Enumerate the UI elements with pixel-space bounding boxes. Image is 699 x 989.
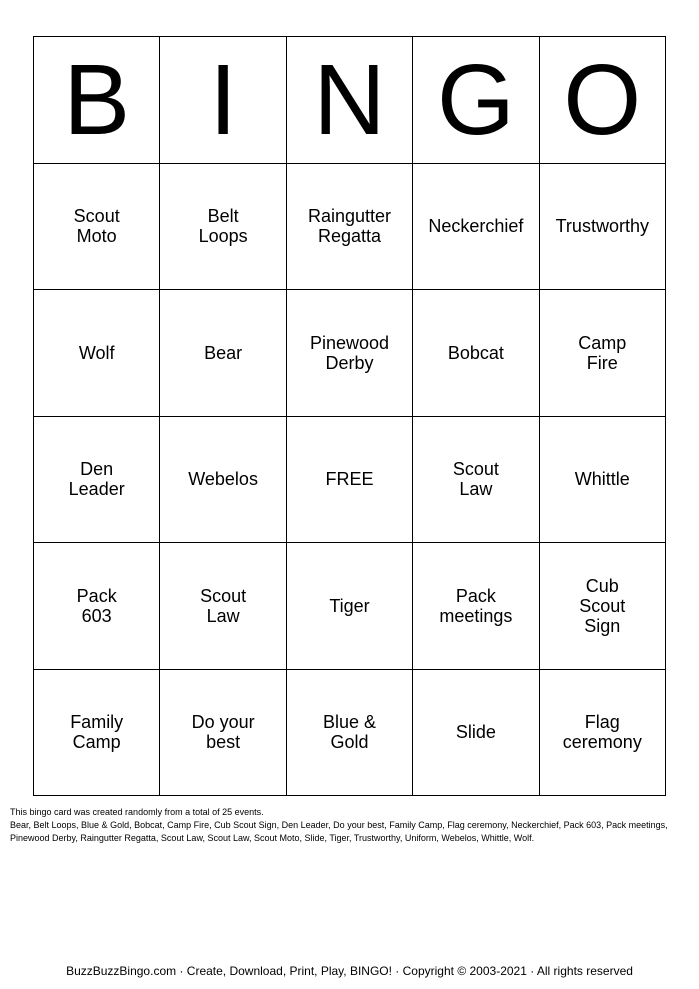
bingo-cell: Wolf	[34, 290, 160, 417]
bingo-cell: Scout Law	[160, 543, 286, 670]
bingo-cell: Bobcat	[413, 290, 539, 417]
event-list: Bear, Belt Loops, Blue & Gold, Bobcat, Camp Fire, Cub Scout Sign, Den Leader, Do your best, Family Camp, Flag ceremony, Neckerchief, Pack 603, Pack meetings, Pinewood Derby, Raingutter Regatta, Scout Law, Scout Law, Scout Moto, Slide, Tiger, Trustworthy, Uniform, Webelos, Whittle, Wolf.	[10, 820, 668, 843]
bingo-cell: Pinewood Derby	[287, 290, 413, 417]
bingo-cell: Bear	[160, 290, 286, 417]
page-footer: BuzzBuzzBingo.com · Create, Download, Print, Play, BINGO! · Copyright © 2003-2021 · All rights reserved	[66, 964, 633, 978]
bingo-cell: Raingutter Regatta	[287, 164, 413, 291]
bingo-cell: Scout Law	[413, 417, 539, 544]
bingo-cell: Blue & Gold	[287, 670, 413, 797]
bingo-cell: Webelos	[160, 417, 286, 544]
bingo-cell: Family Camp	[34, 670, 160, 797]
bingo-cell: Den Leader	[34, 417, 160, 544]
header-letter-b: B	[34, 37, 160, 164]
bingo-cell: Neckerchief	[413, 164, 539, 291]
header-letter-g: G	[413, 37, 539, 164]
bingo-cell: Cub Scout Sign	[540, 543, 666, 670]
bingo-cell: Camp Fire	[540, 290, 666, 417]
header-letter-n: N	[287, 37, 413, 164]
card-notes	[10, 806, 690, 845]
bingo-cell: Slide	[413, 670, 539, 797]
free-space-cell: FREE	[287, 417, 413, 544]
generation-note: This bingo card was created randomly from a total of 25 events.	[10, 807, 264, 817]
bingo-cell: Do your best	[160, 670, 286, 797]
bingo-cell: Pack meetings	[413, 543, 539, 670]
bingo-cell: Trustworthy	[540, 164, 666, 291]
header-letter-i: I	[160, 37, 286, 164]
bingo-cell: Whittle	[540, 417, 666, 544]
bingo-cell: Flag ceremony	[540, 670, 666, 797]
bingo-card	[33, 36, 666, 796]
bingo-cell: Scout Moto	[34, 164, 160, 291]
bingo-cell: Pack 603	[34, 543, 160, 670]
bingo-cell: Tiger	[287, 543, 413, 670]
bingo-cell: Belt Loops	[160, 164, 286, 291]
header-letter-o: O	[540, 37, 666, 164]
